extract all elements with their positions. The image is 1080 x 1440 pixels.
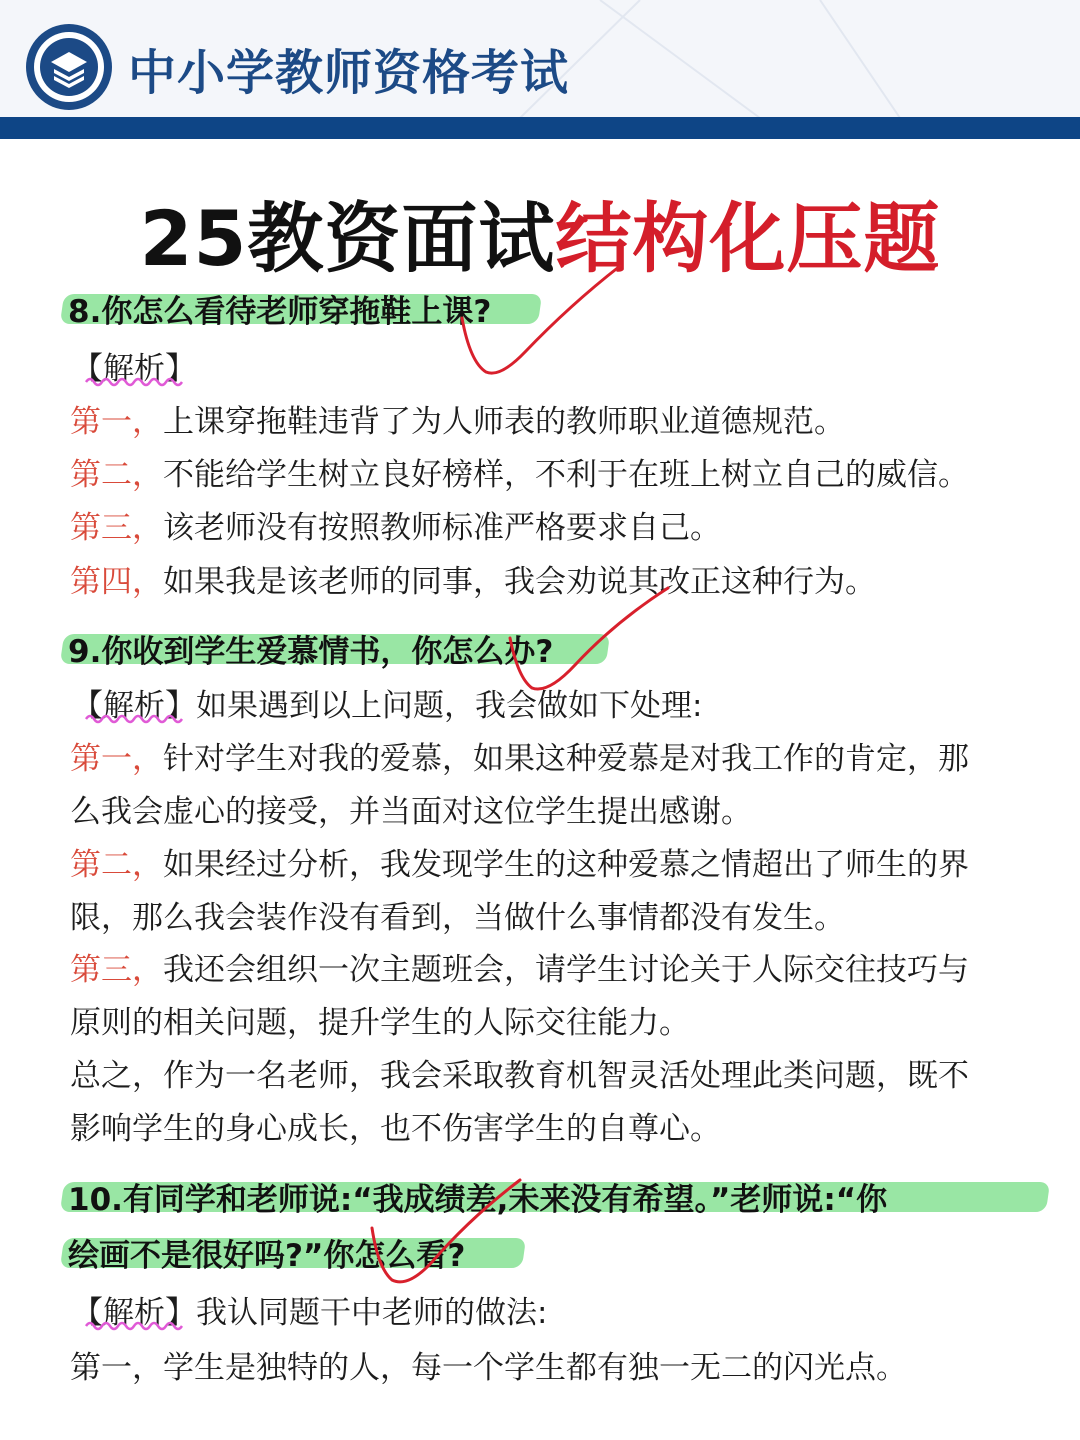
squiggle-underline [84,713,188,725]
header [0,0,1080,118]
q9-point-2-line-2: 限，那么我会装作没有看到，当做什么事情都没有发生。 [70,900,845,936]
question-8: 8.你怎么看待老师穿拖鞋上课? [68,294,492,330]
q9-point-3-line-1 [70,944,1050,989]
page-title [0,178,1080,287]
title-black: 25教资面试 [139,194,556,283]
brand-title: 中小学教师资格考试 [128,45,570,101]
q10-point-1: 第一，学生是独特的人，每一个学生都有独一无二的闪光点。 [70,1350,907,1386]
analysis-text-10: 我认同题干中老师的做法: [196,1295,548,1331]
analysis-label-8: 【解析】 [72,351,196,387]
point-lead: 第二， [70,847,163,883]
q9-point-1-line-2: 么我会虚心的接受，并当面对这位学生提出感谢。 [70,794,752,830]
q9-point-2-line-1 [70,839,1050,884]
point-lead: 第三， [70,510,163,546]
logo-icon [24,22,114,112]
question-10-line-1: 10.有同学和老师说:“我成绩差,未来没有希望。”老师说:“你 [68,1182,888,1218]
q8-point-1 [70,396,1050,441]
point-text: 该老师没有按照教师标准严格要求自己。 [163,510,721,546]
point-text: 不能给学生树立良好榜样，不利于在班上树立自己的威信。 [163,457,969,493]
q8-point-3 [70,502,1050,547]
analysis-text-9: 如果遇到以上问题，我会做如下处理: [196,688,703,724]
q9-point-3-line-2: 原则的相关问题，提升学生的人际交往能力。 [70,1005,690,1041]
point-text: 如果我是该老师的同事，我会劝说其改正这种行为。 [163,564,876,600]
point-text: 如果经过分析，我发现学生的这种爱慕之情超出了师生的界 [163,847,969,883]
analysis-label-10: 【解析】 [72,1295,196,1331]
q8-point-4 [70,556,1050,601]
point-text: 针对学生对我的爱慕，如果这种爱慕是对我工作的肯定，那 [163,741,969,777]
question-9: 9.你收到学生爱慕情书，你怎么办? [68,634,554,670]
point-lead: 第一， [70,404,163,440]
q9-conclusion-line-1: 总之，作为一名老师，我会采取教育机智灵活处理此类问题，既不 [70,1058,969,1094]
squiggle-underline [84,1320,188,1332]
point-lead: 第三， [70,952,163,988]
title-red: 结构化压题 [555,194,941,283]
question-10-line-2: 绘画不是很好吗?”你怎么看? [68,1238,466,1274]
q9-point-1-line-1 [70,733,1050,778]
q8-point-2 [70,449,1050,494]
point-lead: 第二， [70,457,163,493]
q9-conclusion-line-2: 影响学生的身心成长，也不伤害学生的自尊心。 [70,1111,721,1147]
header-divider-bar [0,117,1080,139]
point-text: 我还会组织一次主题班会，请学生讨论关于人际交往技巧与 [163,952,969,988]
point-text: 上课穿拖鞋违背了为人师表的教师职业道德规范。 [163,404,845,440]
point-lead: 第四， [70,564,163,600]
point-lead: 第一， [70,741,163,777]
analysis-label-9: 【解析】 [72,688,196,724]
squiggle-underline [84,376,188,388]
